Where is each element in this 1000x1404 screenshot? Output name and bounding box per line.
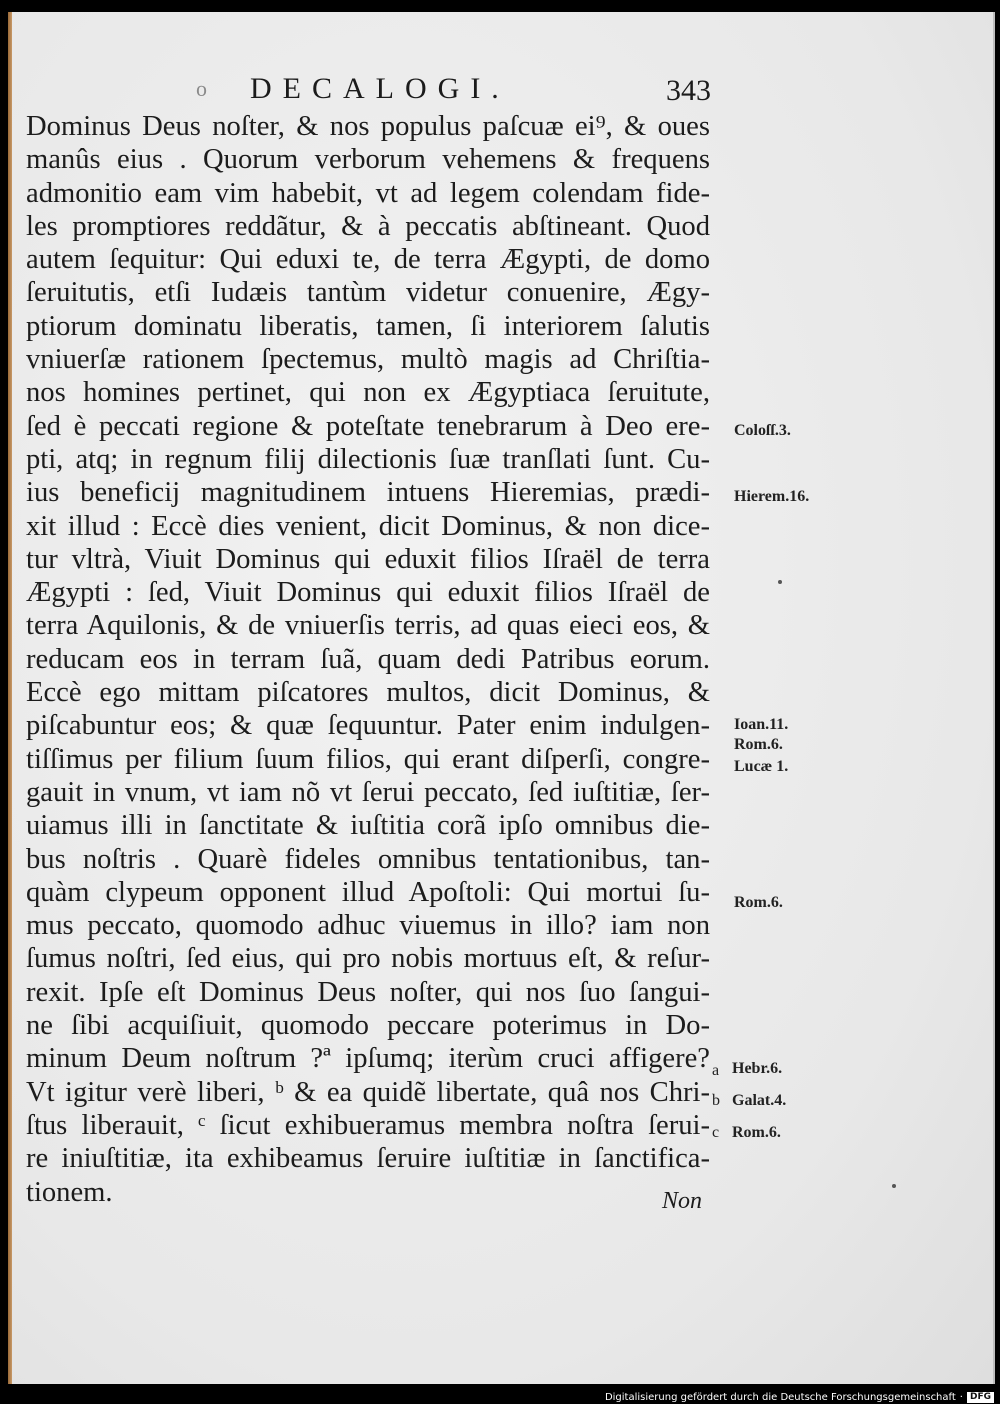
text-line: admonitio eam vim habebit, vt ad legem colendam fide-	[26, 177, 710, 209]
credit-separator: ·	[959, 1391, 963, 1403]
text-line: ſtus liberauit, ᶜ ſicut exhibueramus membra noſtra ſerui-	[26, 1109, 710, 1141]
dfg-logo: DFG	[967, 1392, 994, 1403]
text-line: manûs eius . Quorum verborum vehemens & frequens	[26, 144, 710, 176]
text-line: Dominus Deus noſter, & nos populus paſcuæ ei⁹, & oues	[26, 111, 710, 142]
text-line: ne ſibi acquiſiuit, quomodo peccare poterimus in Do-	[26, 1010, 710, 1042]
marginal-note: Ioan.11.	[734, 716, 789, 733]
text-line: mus peccato, quomodo adhuc viuemus in illo? iam non	[26, 910, 710, 942]
marginal-note: Lucæ 1.	[734, 758, 789, 775]
text-line: uiamus illi in ſanctitate & iuſtitia corã ipſo omnibus die-	[26, 810, 710, 842]
marginal-note: Coloſſ.3.	[734, 422, 791, 439]
text-line: nos homines pertinet, qui non ex Ægyptiaca ſeruitute,	[26, 377, 710, 409]
text-line: re iniuſtitiæ, ita exhibeamus ſeruire iuſtitiæ in ſanctifica-	[26, 1143, 710, 1175]
marginal-key: c	[712, 1124, 720, 1141]
marginal-note: Hebr.6.	[732, 1060, 783, 1077]
text-line: les promptiores reddãtur, & à peccatis abſtineant. Quod	[26, 210, 710, 242]
text-line: reducam eos in terram ſuã, quam dedi Patribus eorum.	[26, 643, 710, 675]
marginal-note: Rom.6.	[732, 1124, 781, 1141]
page-number: 343	[666, 74, 711, 107]
marginal-note: Rom.6.	[734, 736, 783, 753]
text-line: tionem.	[26, 1176, 113, 1208]
running-head	[0, 68, 1000, 108]
text-line: pti, atq; in regnum filij dilectionis ſuæ tranſlati ſunt. Cu-	[26, 443, 710, 475]
text-line: ius beneficij magnitudinem intuens Hieremias, prædi-	[26, 477, 710, 509]
text-line: Ægypti : ſed, Viuit Dominus qui eduxit filios Iſraël de	[26, 577, 710, 609]
paper-speck	[892, 1184, 896, 1188]
body-text	[26, 110, 710, 1209]
text-line: terra Aquilonis, & de vniuerſis terris, ad quas eieci eos, &	[26, 610, 710, 642]
text-line: rexit. Ipſe eſt Dominus Deus noſter, qui nos ſuo ſangui-	[26, 976, 710, 1008]
text-line: ptiorum dominatu liberatis, tamen, ſi interiorem ſalutis	[26, 310, 710, 342]
text-line: ſed è peccati regione & poteſtate tenebrarum à Deo ere-	[26, 410, 710, 442]
marginal-note: Galat.4.	[732, 1092, 787, 1109]
text-line: tiſſimus per filium ſuum filios, qui erant diſperſi, congre-	[26, 743, 710, 775]
text-line: minum Deum noſtrum ?ª ipſumq; iterùm cruci affigere?	[26, 1043, 710, 1075]
text-line: gauit in vnum, vt iam nõ vt ſerui peccato, ſed iuſtitiæ, ſer-	[26, 776, 710, 808]
credit-text: Digitalisierung gefördert durch die Deutsche Forschungsgemeinschaft	[604, 1391, 956, 1403]
page-spine-edge	[8, 12, 12, 1384]
text-line: bus noſtris . Quarè fideles omnibus tentationibus, tan-	[26, 843, 710, 875]
text-line: tur vltrà, Viuit Dominus qui eduxit filios Iſraël de terra	[26, 543, 710, 575]
text-line: xit illud : Eccè dies venient, dicit Dominus, & non dice-	[26, 510, 710, 542]
text-line: vniuerſæ rationem ſpectemus, multò magis ad Chriſtia-	[26, 344, 710, 376]
running-title: DECALOGI.	[250, 72, 510, 105]
text-line: quàm clypeum opponent illud Apoſtoli: Qui mortui ſu-	[26, 876, 710, 908]
text-line: ſeruitutis, etſi Iudæis tantùm videtur conuenire, Ægy-	[26, 277, 710, 309]
text-line: autem ſequitur: Qui eduxi te, de terra Ægypti, de domo	[26, 244, 710, 276]
header-ornament: o	[196, 76, 207, 101]
paper-speck	[778, 580, 782, 584]
digitization-credit	[605, 1390, 994, 1404]
marginal-note: Rom.6.	[734, 894, 783, 911]
catchword: Non	[662, 1188, 703, 1214]
marginal-note: Hierem.16.	[734, 488, 810, 505]
text-line: piſcabuntur eos; & quæ ſequuntur. Pater enim indulgen-	[26, 710, 710, 742]
text-line: ſumus noſtri, ſed eius, qui pro nobis mortuus eſt, & reſur-	[26, 943, 710, 975]
text-line: Vt igitur verè liberi, ᵇ & ea quidẽ libertate, quâ nos Chri-	[26, 1076, 710, 1108]
marginal-key: b	[712, 1092, 720, 1109]
marginal-key: a	[712, 1062, 720, 1079]
text-line: Eccè ego mittam piſcatores multos, dicit Dominus, &	[26, 677, 710, 709]
